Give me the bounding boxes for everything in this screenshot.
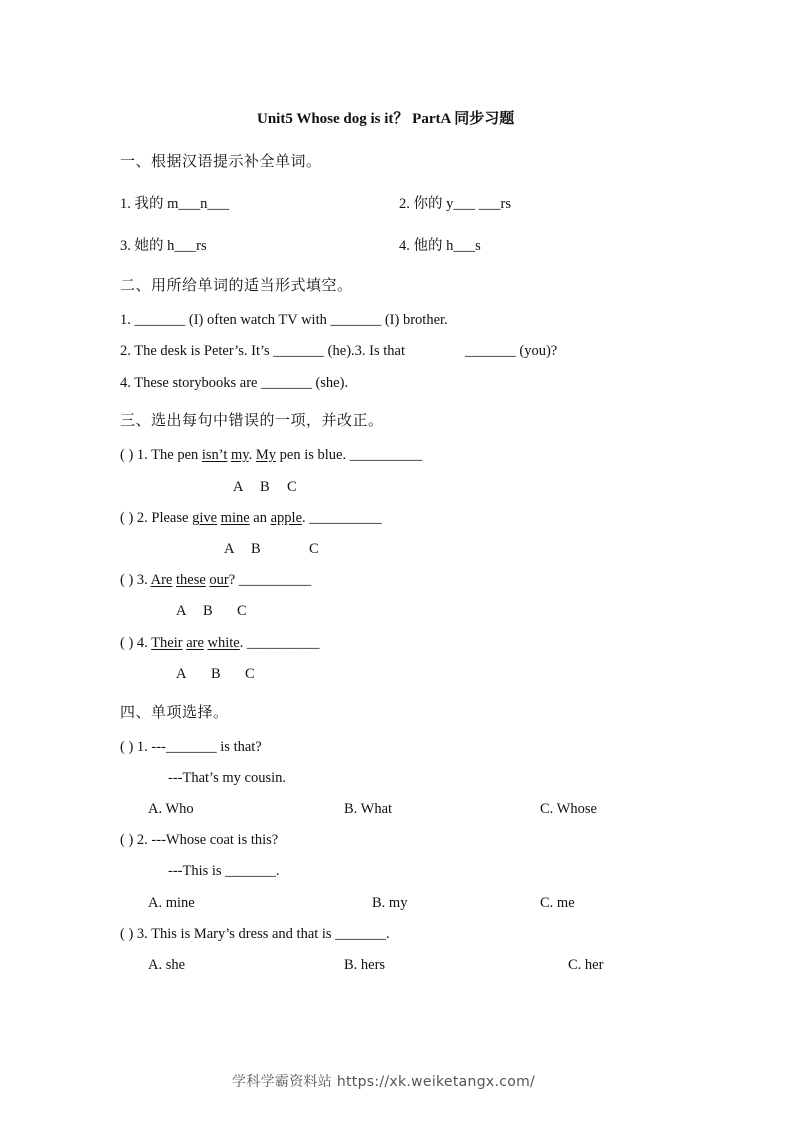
s3-q3-post: ? __________	[228, 572, 312, 588]
s4-q3-option-c: C. her	[568, 957, 604, 973]
s3-q4-option-a: Their	[151, 635, 183, 651]
s3-q3-letter-a: A	[176, 603, 187, 619]
s4-q3-option-b: B. hers	[344, 957, 386, 973]
s4-q2-stem: ( ) 2. ---Whose coat is this?	[120, 832, 279, 848]
s3-q4-letter-a: A	[176, 666, 187, 682]
s3-q3-option-c: our	[209, 572, 229, 588]
s4-q1-option-a: A. Who	[148, 801, 194, 817]
s3-q4-option-b: are	[186, 635, 204, 651]
s3-q1-letter-a: A	[233, 479, 244, 495]
s4-q2-option-c: C. me	[540, 895, 575, 911]
s4-q1-reply: ---That’s my cousin.	[168, 770, 286, 786]
s3-q2-letter-c: C	[309, 541, 319, 557]
s4-q3-stem: ( ) 3. This is Mary’s dress and that is _______.	[120, 926, 390, 942]
s1-item-2: 2. 你的 y___ ___rs	[399, 196, 511, 212]
section-heading-3: 三、选出每句中错误的一项，并改正。	[120, 411, 384, 429]
s3-q3-pre: ( ) 3.	[120, 572, 151, 588]
s3-question-3	[120, 572, 311, 589]
s3-q1-option-c: My	[255, 447, 277, 463]
section-heading-2: 二、用所给单词的适当形式填空。	[120, 276, 353, 294]
footer-watermark: 学科学霸资料站 https://xk.weiketangx.com/	[232, 1074, 536, 1090]
s3-q2-option-c: apple	[270, 510, 303, 526]
s3-q3-letter-b: B	[203, 603, 213, 619]
s3-q1-pre: ( ) 1. The pen	[120, 447, 202, 463]
s3-q4-letter-c: C	[245, 666, 255, 682]
s3-q1-letter-c: C	[287, 479, 297, 495]
s3-q1-letter-b: B	[260, 479, 270, 495]
s3-q3-option-a: Are	[150, 572, 173, 588]
s3-q4-post: . __________	[239, 635, 320, 651]
s3-question-4	[120, 635, 319, 652]
section-heading-4: 四、单项选择。	[120, 703, 229, 721]
s4-q2-option-b: B. my	[372, 895, 408, 911]
s3-q2-pre: ( ) 2. Please	[120, 510, 193, 526]
s3-q3-letter-c: C	[237, 603, 247, 619]
s3-q1-post: pen is blue. __________	[276, 447, 423, 463]
s3-q4-pre: ( ) 4.	[120, 635, 152, 651]
s1-item-1: 1. 我的 m___n___	[120, 196, 230, 212]
s3-q2-option-a: give	[192, 510, 218, 526]
s3-q3-option-b: these	[175, 572, 206, 588]
s4-q2-option-a: A. mine	[148, 895, 195, 911]
s4-q1-option-c: C. Whose	[540, 801, 597, 817]
s3-question-1: ( ) 1. The pen isn’t my. My pen is blue. __________	[120, 447, 423, 463]
s3-q4-option-c: white	[207, 635, 240, 651]
s2-item-2: 2. The desk is Peter’s. It’s _______ (he).3. Is that	[120, 343, 405, 359]
s3-q2-option-b: mine	[220, 510, 250, 526]
s4-q1-option-b: B. What	[344, 801, 393, 817]
s2-item-3: 4. These storybooks are _______ (she).	[120, 375, 349, 391]
s3-q2-letter-a: A	[224, 541, 235, 557]
page-title: Unit5 Whose dog is it？ PartA 同步习题	[257, 111, 515, 127]
s4-q3-option-a: A. she	[148, 957, 186, 973]
s3-q4-letter-b: B	[211, 666, 221, 682]
s3-question-2	[120, 510, 382, 527]
s3-q2-letter-b: B	[251, 541, 261, 557]
s1-item-3: 3. 她的 h___rs	[120, 238, 207, 254]
s2-item-2-tail: _______ (you)?	[465, 343, 558, 359]
s3-q1-option-a: isn’t	[201, 447, 228, 463]
section-heading-1: 一、根据汉语提示补全单词。	[120, 152, 322, 170]
s3-q2-mid: an	[249, 510, 271, 526]
s1-item-4: 4. 他的 h___s	[399, 238, 481, 254]
s3-q1-option-b: my	[231, 447, 249, 463]
s4-q1-stem: ( ) 1. ---_______ is that?	[120, 739, 262, 755]
s4-q2-reply: ---This is _______.	[168, 863, 280, 879]
s2-item-1: 1. _______ (I) often watch TV with _______ (I) brother.	[120, 312, 448, 328]
s3-q2-post: . __________	[302, 510, 382, 526]
